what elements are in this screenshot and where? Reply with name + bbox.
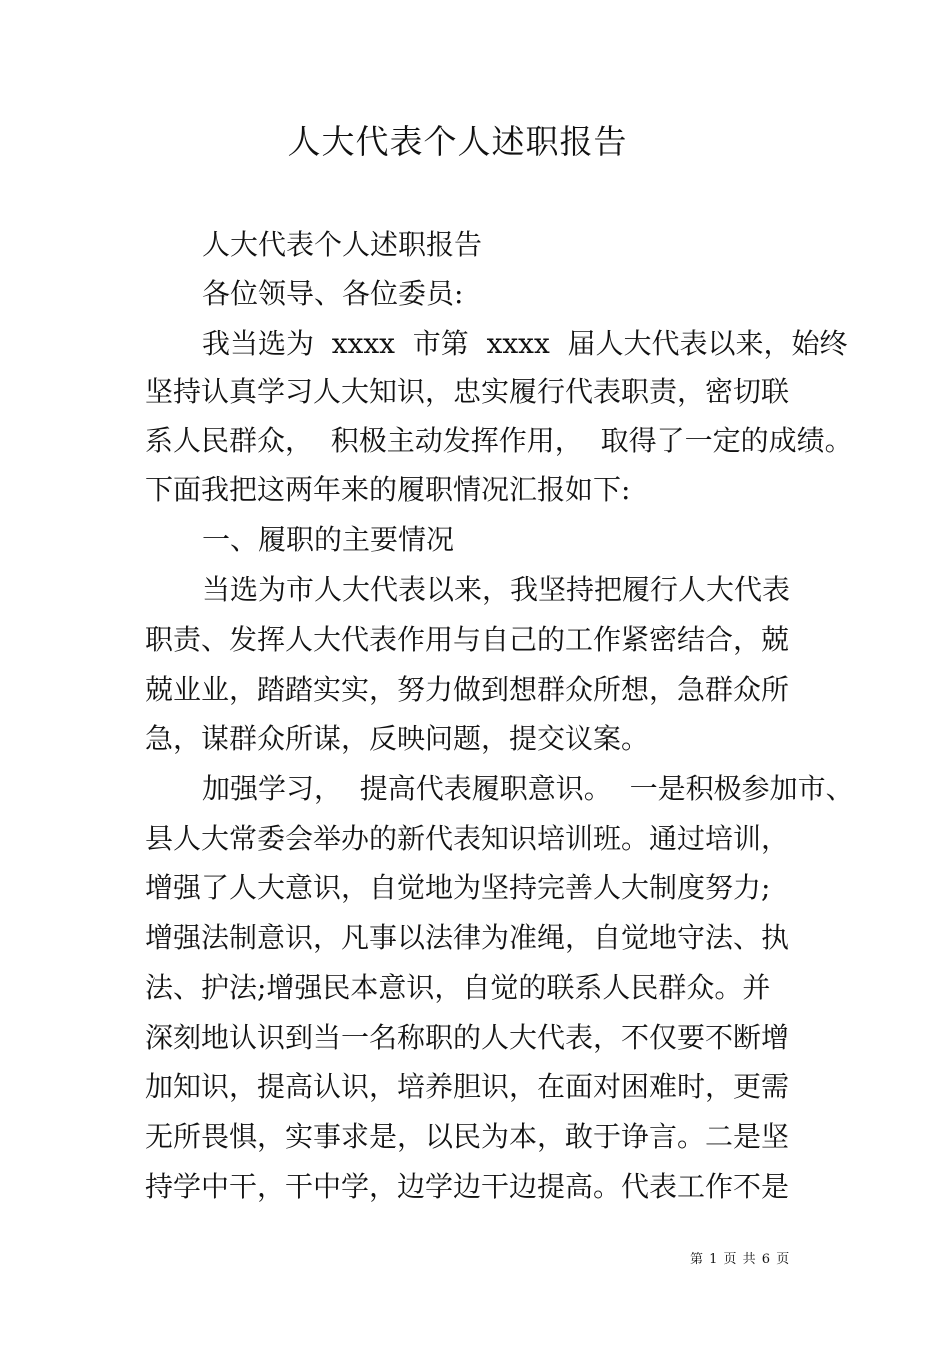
body-line: 坚持认真学习人大知识，忠实履行代表职责，密切联 (145, 375, 790, 408)
body-line: 增强法制意识，凡事以法律为准绳，自觉地守法、执 (145, 921, 790, 954)
body-line: 我当选为 xxxx 市第 xxxx 届人大代表以来，始终 (202, 327, 848, 360)
document-title: 人大代表个人述职报告 (287, 122, 628, 161)
body-line: 加知识，提高认识，培养胆识，在面对困难时，更需 (145, 1070, 790, 1103)
body-line-subtitle: 人大代表个人述职报告 (202, 228, 483, 261)
body-line: 增强了人大意识，自觉地为坚持完善人大制度努力; (145, 871, 771, 904)
body-line: 深刻地认识到当一名称职的人大代表，不仅要不断增 (145, 1021, 790, 1054)
body-line: 县人大常委会举办的新代表知识培训班。通过培训， (145, 822, 790, 855)
page-number: 第 1 页 共 6 页 (690, 1252, 790, 1267)
body-line: 兢业业，踏踏实实，努力做到想群众所想，急群众所 (145, 673, 790, 706)
section-heading: 一、履职的主要情况 (202, 523, 455, 556)
body-line: 职责、发挥人大代表作用与自己的工作紧密结合，兢 (145, 623, 790, 656)
body-line: 法、护法;增强民本意识，自觉的联系人民群众。并 (145, 971, 771, 1004)
body-line: 无所畏惧，实事求是，以民为本，敢于诤言。二是坚 (145, 1120, 790, 1153)
body-line: 急，谋群众所谋，反映问题，提交议案。 (145, 722, 650, 755)
body-line: 系人民群众， 积极主动发挥作用， 取得了一定的成绩。 (145, 424, 853, 457)
body-line: 持学中干，干中学，边学边干边提高。代表工作不是 (145, 1170, 790, 1203)
body-line: 加强学习， 提高代表履职意识。 一是积极参加市、 (202, 772, 854, 805)
body-line: 当选为市人大代表以来，我坚持把履行人大代表 (202, 573, 791, 606)
body-line-salutation: 各位领导、各位委员: (202, 277, 464, 310)
body-line: 下面我把这两年来的履职情况汇报如下: (145, 473, 631, 506)
